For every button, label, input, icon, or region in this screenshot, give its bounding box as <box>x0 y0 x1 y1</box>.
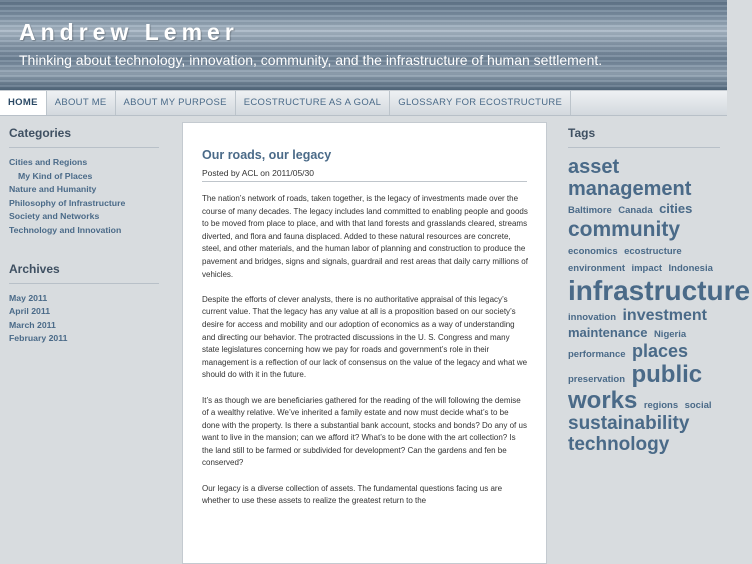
archive-link[interactable]: March 2011 <box>9 319 56 330</box>
nav-item-about-me[interactable]: ABOUT ME <box>47 91 116 115</box>
archive-link[interactable]: April 2011 <box>9 306 51 317</box>
post-paragraph: Our legacy is a diverse collection of assets. The fundamental questions facing us are whether to use these assets to realize the greatest return to the <box>202 483 503 506</box>
nav-item-ecostructure-as-a-goal[interactable]: ECOSTRUCTURE AS A GOAL <box>236 91 391 115</box>
categories-title: Categories <box>9 126 159 148</box>
tag-cloud <box>568 156 751 456</box>
category-link[interactable]: Technology and Innovation <box>9 224 122 235</box>
tag-link[interactable]: Nigeria <box>653 329 687 341</box>
post-paragraph: The nation’s network of roads, taken together, is the legacy of investments made over the course of many decades. The legacy includes land committed to enabling people and goods to be moved from place to place, and with that land forests and grasslands cleared, streams diverted, and flora and fauna displaced. Added to these natural resources are concrete, steel, and other materials, and the human labor of planning and construction to produce the pavement and bridges, signs and signals, guardrail and rest areas that daily carry millions of vehicles. <box>202 194 528 279</box>
tag-link[interactable]: technology <box>568 434 670 456</box>
category-link[interactable]: My Kind of Places <box>18 170 93 181</box>
tag-link[interactable]: ecostructure <box>624 245 682 257</box>
tag-link[interactable]: infrastructure <box>568 274 751 306</box>
category-link[interactable]: Philosophy of Infrastructure <box>9 197 126 208</box>
archive-link[interactable]: February 2011 <box>9 333 68 344</box>
post-content <box>182 122 547 564</box>
post-paragraph: It’s as though we are beneficiaries gathered for the reading of the will following the demise of a wealthy relative. We’ve inherited a family estate and now must decide what’s to be done with the property. Is there a substantial bank account, stocks and bonds? Do any of us want to live in the mansion; can we afford it? What’s to be done with the art collection? Is the land still to be farmed or subdivided for development? Can the gardens and fen be conserved? <box>202 395 527 468</box>
main-nav <box>0 90 727 116</box>
right-sidebar <box>568 126 751 456</box>
tag-link[interactable]: maintenance <box>568 325 648 341</box>
tag-link[interactable]: sustainability <box>568 413 690 435</box>
categories-list <box>9 156 159 238</box>
post-body <box>202 193 528 520</box>
site-description: Thinking about technology, innovation, community, and the infrastructure of human settlement. <box>19 52 603 68</box>
tag-link[interactable]: cities <box>659 201 693 216</box>
tag-link[interactable]: Canada <box>618 205 653 216</box>
left-sidebar <box>9 126 159 346</box>
site-title[interactable]: Andrew Lemer <box>19 19 239 45</box>
nav-item-glossary[interactable]: GLOSSARY FOR ECOSTRUCTURE <box>390 91 571 115</box>
tag-link[interactable]: impact <box>631 263 663 275</box>
category-link[interactable]: Society and Networks <box>9 211 100 222</box>
category-link[interactable]: Nature and Humanity <box>9 184 97 195</box>
tag-link[interactable]: innovation <box>568 311 617 323</box>
post-paragraph: Despite the efforts of clever analysts, there is no authoritative appraisal of this legacy’s current value. That the legacy has any value at all is a proposition based on our society’s desire for access and mobility and our adoption of economics as a way of understanding and directing our behavior. The protracted discussions in the U. S. Congress and many state legislatures concerning how we pay for roads and government’s role in their management is a reflection of our lack of consensus on the value of the legacy and what we should do with it in the future. <box>202 294 528 380</box>
post-title[interactable]: Our roads, our legacy <box>202 148 332 162</box>
archives-title: Archives <box>9 262 159 284</box>
nav-item-home[interactable]: HOME <box>0 91 47 115</box>
tag-link[interactable]: preservation <box>568 373 626 385</box>
tag-link[interactable]: places <box>632 340 689 361</box>
category-link[interactable]: Cities and Regions <box>9 157 88 167</box>
nav-item-about-my-purpose[interactable]: ABOUT MY PURPOSE <box>116 91 236 115</box>
tag-link[interactable]: social <box>684 400 712 412</box>
tag-link[interactable]: economics <box>568 245 618 257</box>
tag-link[interactable]: Baltimore <box>568 205 612 216</box>
tags-title: Tags <box>568 126 720 148</box>
tag-link[interactable]: public works <box>568 360 703 415</box>
tag-link[interactable]: environment <box>568 263 626 275</box>
post-meta: Posted by ACL on 2011/05/30 <box>202 168 527 182</box>
tag-link[interactable]: regions <box>643 400 679 412</box>
tag-link[interactable]: community <box>568 217 681 241</box>
site-header <box>0 0 727 90</box>
archives-list <box>9 292 159 346</box>
tag-link[interactable]: performance <box>568 348 626 360</box>
archive-link[interactable]: May 2011 <box>9 292 48 303</box>
tag-link[interactable]: Indonesia <box>668 263 713 275</box>
tag-link[interactable]: investment <box>622 306 707 324</box>
tag-link[interactable]: asset management <box>568 156 692 200</box>
